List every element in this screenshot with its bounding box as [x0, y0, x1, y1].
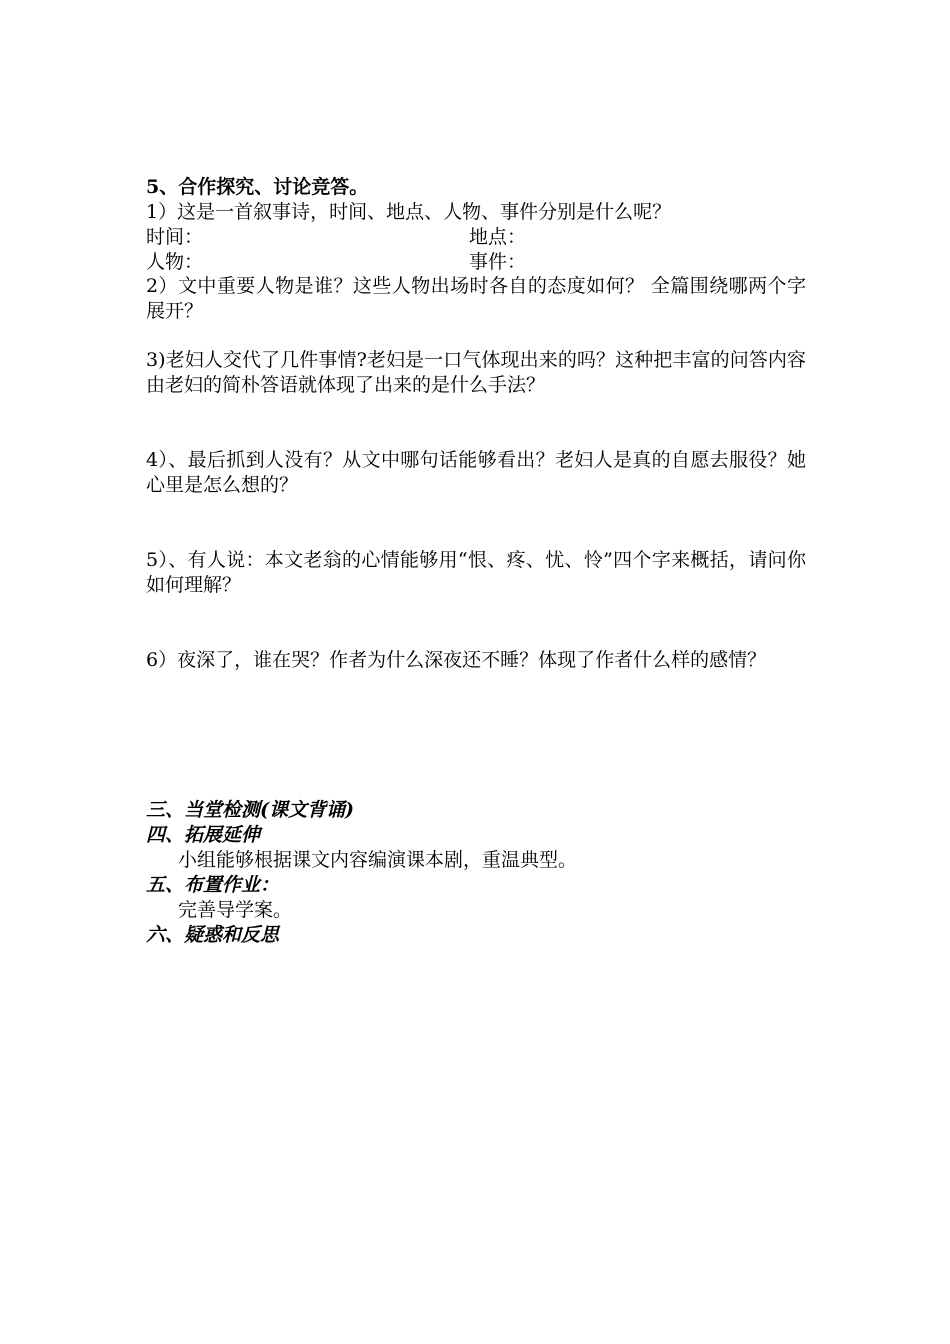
time-label: 时间： [146, 226, 204, 248]
section-title-homework: 五、布置作业： [146, 874, 280, 896]
section-title-extension: 四、拓展延伸 [146, 824, 261, 846]
section-title-cooperative-inquiry: 5、合作探究、讨论竞答。 [146, 176, 369, 198]
question-1: 1）这是一首叙事诗，时间、地点、人物、事件分别是什么呢？ [146, 201, 672, 223]
event-label: 事件： [469, 251, 527, 273]
homework-body: 完善导学案。 [178, 899, 293, 921]
question-6: 6）夜深了，谁在哭？作者为什么深夜还不睡？体现了作者什么样的感情？ [146, 649, 767, 671]
question-2: 2）文中重要人物是谁？这些人物出场时各自的态度如何？ 全篇围绕哪两个字展开？ [146, 275, 806, 322]
question-3: 3)老妇人交代了几件事情?老妇是一口气体现出来的吗？这种把丰富的问答内容由老妇的简朴答语就体现了出来的是什么手法？ [146, 349, 806, 396]
section-title-reflection: 六、疑惑和反思 [146, 924, 280, 946]
section-title-classroom-test: 三、当堂检测(课文背诵) [146, 799, 354, 821]
people-label: 人物： [146, 251, 204, 273]
extension-body: 小组能够根据课文内容编演课本剧，重温典型。 [178, 849, 578, 871]
question-5: 5）、有人说：本文老翁的心情能够用“恨、疼、忧、怜”四个字来概括，请问你如何理解？ [146, 549, 806, 596]
question-4: 4）、最后抓到人没有？从文中哪句话能够看出？老妇人是真的自愿去服役？她心里是怎么想的？ [146, 449, 806, 496]
place-label: 地点： [469, 226, 527, 248]
